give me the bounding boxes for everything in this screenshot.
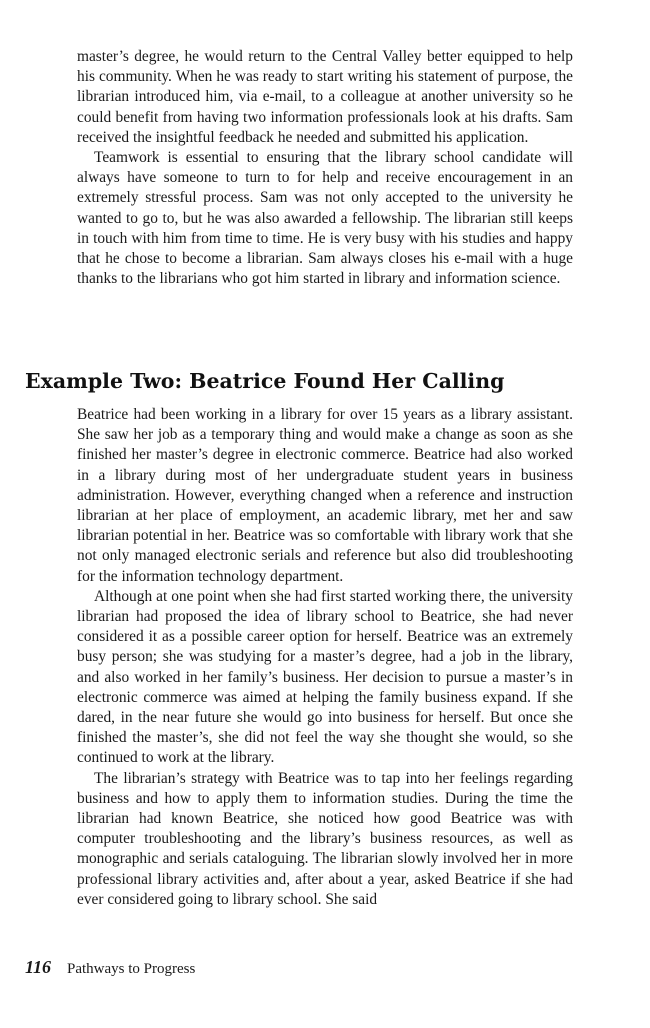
section-text-block (77, 405, 573, 910)
paragraph: Although at one point when she had first started working there, the university librarian had proposed the idea of library school to Beatrice, she had never considered it as a possible career option for herself. Beatrice was an extremely busy person; she was studying for a master’s degree, had a job in the library, and also worked in her family’s business. Her decision to pursue a master’s in electronic commerce was aimed at helping the family business expand. If she dared, in the near future she would go into business for herself. But once she finished the master’s, she did not feel the way she thought she would, so she continued to work at the library. (77, 587, 573, 767)
paragraph: Teamwork is essential to ensuring that the library school candidate will always have someone to turn to for help and receive encouragement in an extremely stressful process. Sam was not only accepted to the university he wanted to go to, but he was also awarded a fellowship. The librarian still keeps in touch with him from time to time. He is very busy with his studies and happy that he chose to become a librarian. Sam always closes his e-mail with a huge thanks to the librarians who got him started in library and information science. (77, 149, 573, 288)
page-number: 116 (25, 957, 52, 977)
paragraph: The librarian’s strategy with Beatrice was to tap into her feelings regarding business and how to apply them to information studies. During the time the librarian had known Beatrice, she noticed how good Beatrice was with computer troubleshooting and the library’s business resources, as well as monographic and serials cataloguing. The librarian slowly involved her in more professional library activities and, after about a year, asked Beatrice if she had ever considered going to library school. She said (77, 769, 573, 908)
paragraph: Beatrice had been working in a library for over 15 years as a library assistant. She saw her job as a temporary thing and would make a change as soon as she finished her master’s degree in electronic commerce. Beatrice had also worked in a library during most of her undergraduate student years in business administration. However, everything changed when a reference and instruction librarian at her place of employment, an academic library, met her and saw librarian potential in her. Beatrice was so comfortable with library work that she not only managed electronic serials and reference but also did troubleshooting for the information technology department. (77, 406, 573, 585)
paragraph: master’s degree, he would return to the Central Valley better equipped to help his community. When he was ready to start writing his statement of purpose, the librarian introduced him, via e-mail, to a colleague at another university so he could benefit from having two information professionals look at his drafts. Sam received the insightful feedback he needed and submitted his application. (77, 48, 573, 146)
page-footer (25, 954, 195, 980)
running-title: Pathways to Progress (67, 961, 196, 977)
continued-text-block (77, 47, 573, 289)
section-heading: Example Two: Beatrice Found Her Calling (25, 369, 505, 393)
